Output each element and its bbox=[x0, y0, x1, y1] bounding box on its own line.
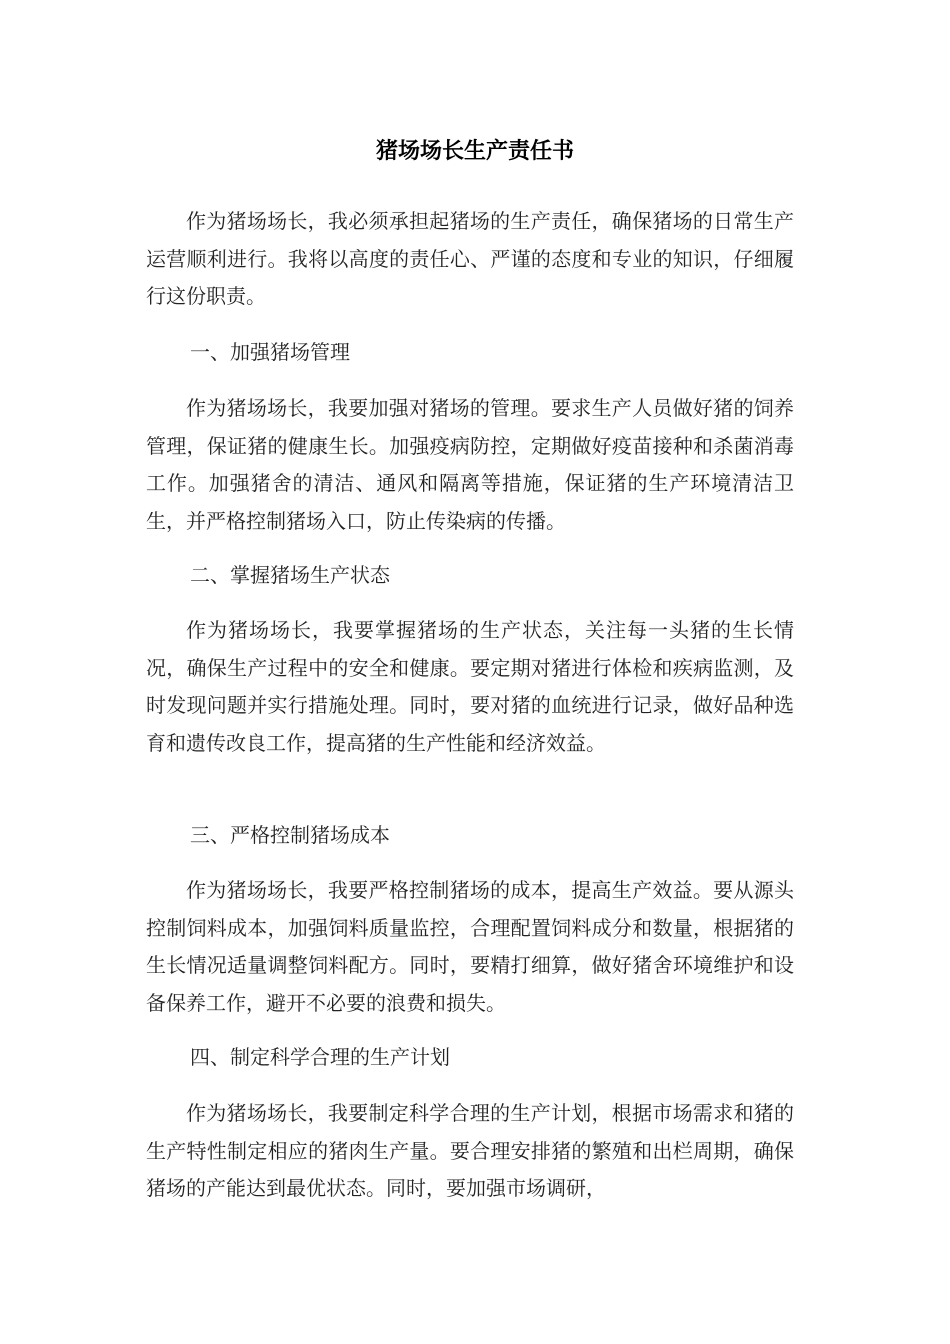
section-paragraph-3: 作为猪场场长，我要严格控制猪场的成本，提高生产效益。要从源头控制饲料成本，加强饲料质量监控，合理配置饲料成分和数量，根据猪的生长情况适量调整饲料配方。同时，要精打细算，做好猪舍环境维护和设备保养工作，避开不必要的浪费和损失。 bbox=[146, 878, 794, 1015]
section-heading-4: 四、制定科学合理的生产计划 bbox=[190, 1045, 450, 1069]
document-title: 猪场场长生产责任书 bbox=[375, 139, 574, 164]
section-heading-1: 一、加强猪场管理 bbox=[190, 340, 350, 364]
section-paragraph-2: 作为猪场场长，我要掌握猪场的生产状态，关注每一头猪的生长情况，确保生产过程中的安全和健康。要定期对猪进行体检和疾病监测，及时发现问题并实行措施处理。同时，要对猪的血统进行记录，做好品种选育和遗传改良工作，提高猪的生产性能和经济效益。 bbox=[146, 618, 794, 755]
section-paragraph-1: 作为猪场场长，我要加强对猪场的管理。要求生产人员做好猪的饲养管理，保证猪的健康生长。加强疫病防控，定期做好疫苗接种和杀菌消毒工作。加强猪舍的清洁、通风和隔离等措施，保证猪的生产环境清洁卫生，并严格控制猪场入口，防止传染病的传播。 bbox=[146, 396, 794, 533]
section-heading-3: 三、严格控制猪场成本 bbox=[190, 823, 390, 847]
intro-paragraph: 作为猪场场长，我必须承担起猪场的生产责任，确保猪场的日常生产运营顺利进行。我将以高度的责任心、严谨的态度和专业的知识，仔细履行这份职责。 bbox=[146, 209, 794, 308]
section-paragraph-4: 作为猪场场长，我要制定科学合理的生产计划，根据市场需求和猪的生产特性制定相应的猪肉生产量。要合理安排猪的繁殖和出栏周期，确保猪场的产能达到最优状态。同时，要加强市场调研， bbox=[146, 1101, 794, 1200]
section-heading-2: 二、掌握猪场生产状态 bbox=[190, 563, 390, 587]
